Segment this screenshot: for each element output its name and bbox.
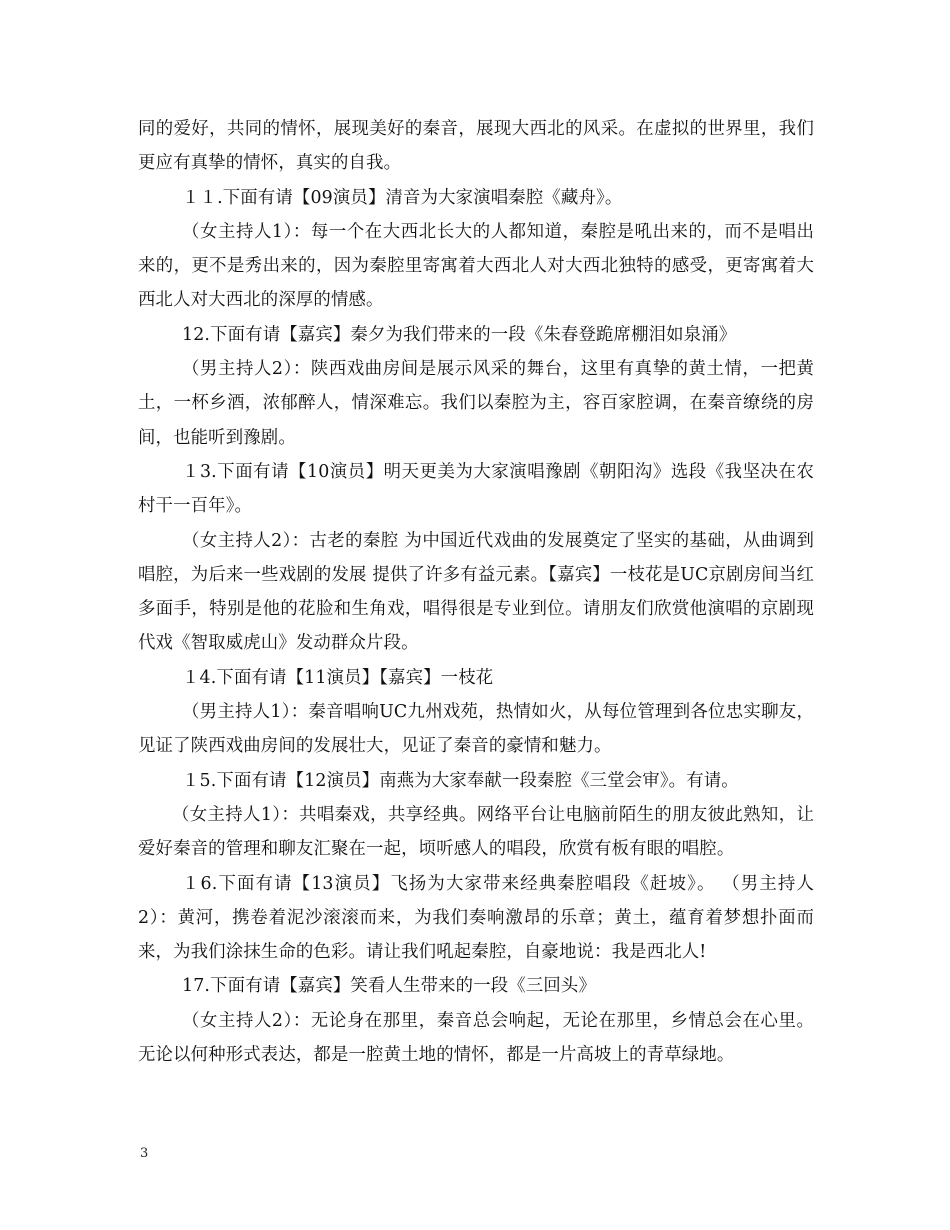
paragraph-continuation: 同的爱好，共同的情怀，展现美好的秦音，展现大西北的风采。在虚拟的世界里，我们更应有真挚的情怀，真实的自我。 xyxy=(138,119,814,174)
program-item-16: １6.下面有请【13演员】飞扬为大家带来经典秦腔唱段《赶坡》。 （男主持人2）：黄河，携卷着泥沙滚滚而来，为我们奏响激昂的乐章；黄土，蕴育着梦想扑面而来，为我们涂抹生命的色彩。请让我们吼起秦腔，自豪地说：我是西北人! xyxy=(138,873,814,963)
program-item-13: １3.下面有请【10演员】明天更美为大家演唱豫剧《朝阳沟》选段《我坚决在农村干一百年》。 xyxy=(138,461,814,517)
program-item-14: １4.下面有请【11演员】【嘉宾】一枝花 xyxy=(182,667,494,688)
host-speech-female-2: （女主持人2）：古老的秦腔 为中国近代戏曲的发展奠定了坚实的基础，从曲调到唱腔，为后来一些戏剧的发展 提供了许多有益元素。【嘉宾】一枝花是UC京剧房间当红多面手，特别是他的花脸和生角戏，唱得很是专业到位。请朋友们欣赏他演唱的京剧现代戏《智取威虎山》发动群众片段。 xyxy=(138,530,814,654)
program-item-17: 17.下面有请【嘉宾】笑看人生带来的一段《三回头》 xyxy=(182,976,597,997)
host-speech-male-1: （男主持人1）：秦音唱响UC九州戏苑，热情如火，从每位管理到各位忠实聊友，见证了陕西戏曲房间的发展壮大，见证了秦音的豪情和魅力。 xyxy=(138,702,814,757)
program-item-15: １5.下面有请【12演员】南燕为大家奉献一段秦腔《三堂会审》。有请。 xyxy=(182,770,739,791)
host-speech-female-2-b: （女主持人2）：无论身在那里，秦音总会响起，无论在那里，乡情总会在心里。无论以何种形式表达，都是一腔黄土地的情怀，都是一片高坡上的青草绿地。 xyxy=(138,1010,814,1066)
host-speech-female-1-b: （女主持人1）：共唱秦戏，共享经典。网络平台让电脑前陌生的朋友彼此熟知，让爱好秦音的管理和聊友汇聚在一起，顷听感人的唱段，欣赏有板有眼的唱腔。 xyxy=(138,804,814,860)
host-speech-female-1: （女主持人1）：每一个在大西北长大的人都知道，秦腔是吼出来的，而不是唱出来的，更不是秀出来的，因为秦腔里寄寓着大西北人对大西北独特的感受，更寄寓着大西北人对大西北的深厚的情感。 xyxy=(138,221,814,311)
host-speech-male-2: （男主持人2）：陕西戏曲房间是展示风采的舞台，这里有真挚的黄土情，一把黄土，一杯乡酒，浓郁醉人，情深难忘。我们以秦腔为主，容百家腔调，在秦音缭绕的房间，也能听到豫剧。 xyxy=(138,359,814,448)
program-item-12: 12.下面有请【嘉宾】秦夕为我们带来的一段《朱春登跪席棚泪如泉涌》 xyxy=(182,324,737,345)
program-item-11: １１.下面有请【09演员】清音为大家演唱秦腔《藏舟》。 xyxy=(182,187,623,208)
document-body xyxy=(138,112,814,1072)
page-number: 3 xyxy=(140,1146,149,1161)
